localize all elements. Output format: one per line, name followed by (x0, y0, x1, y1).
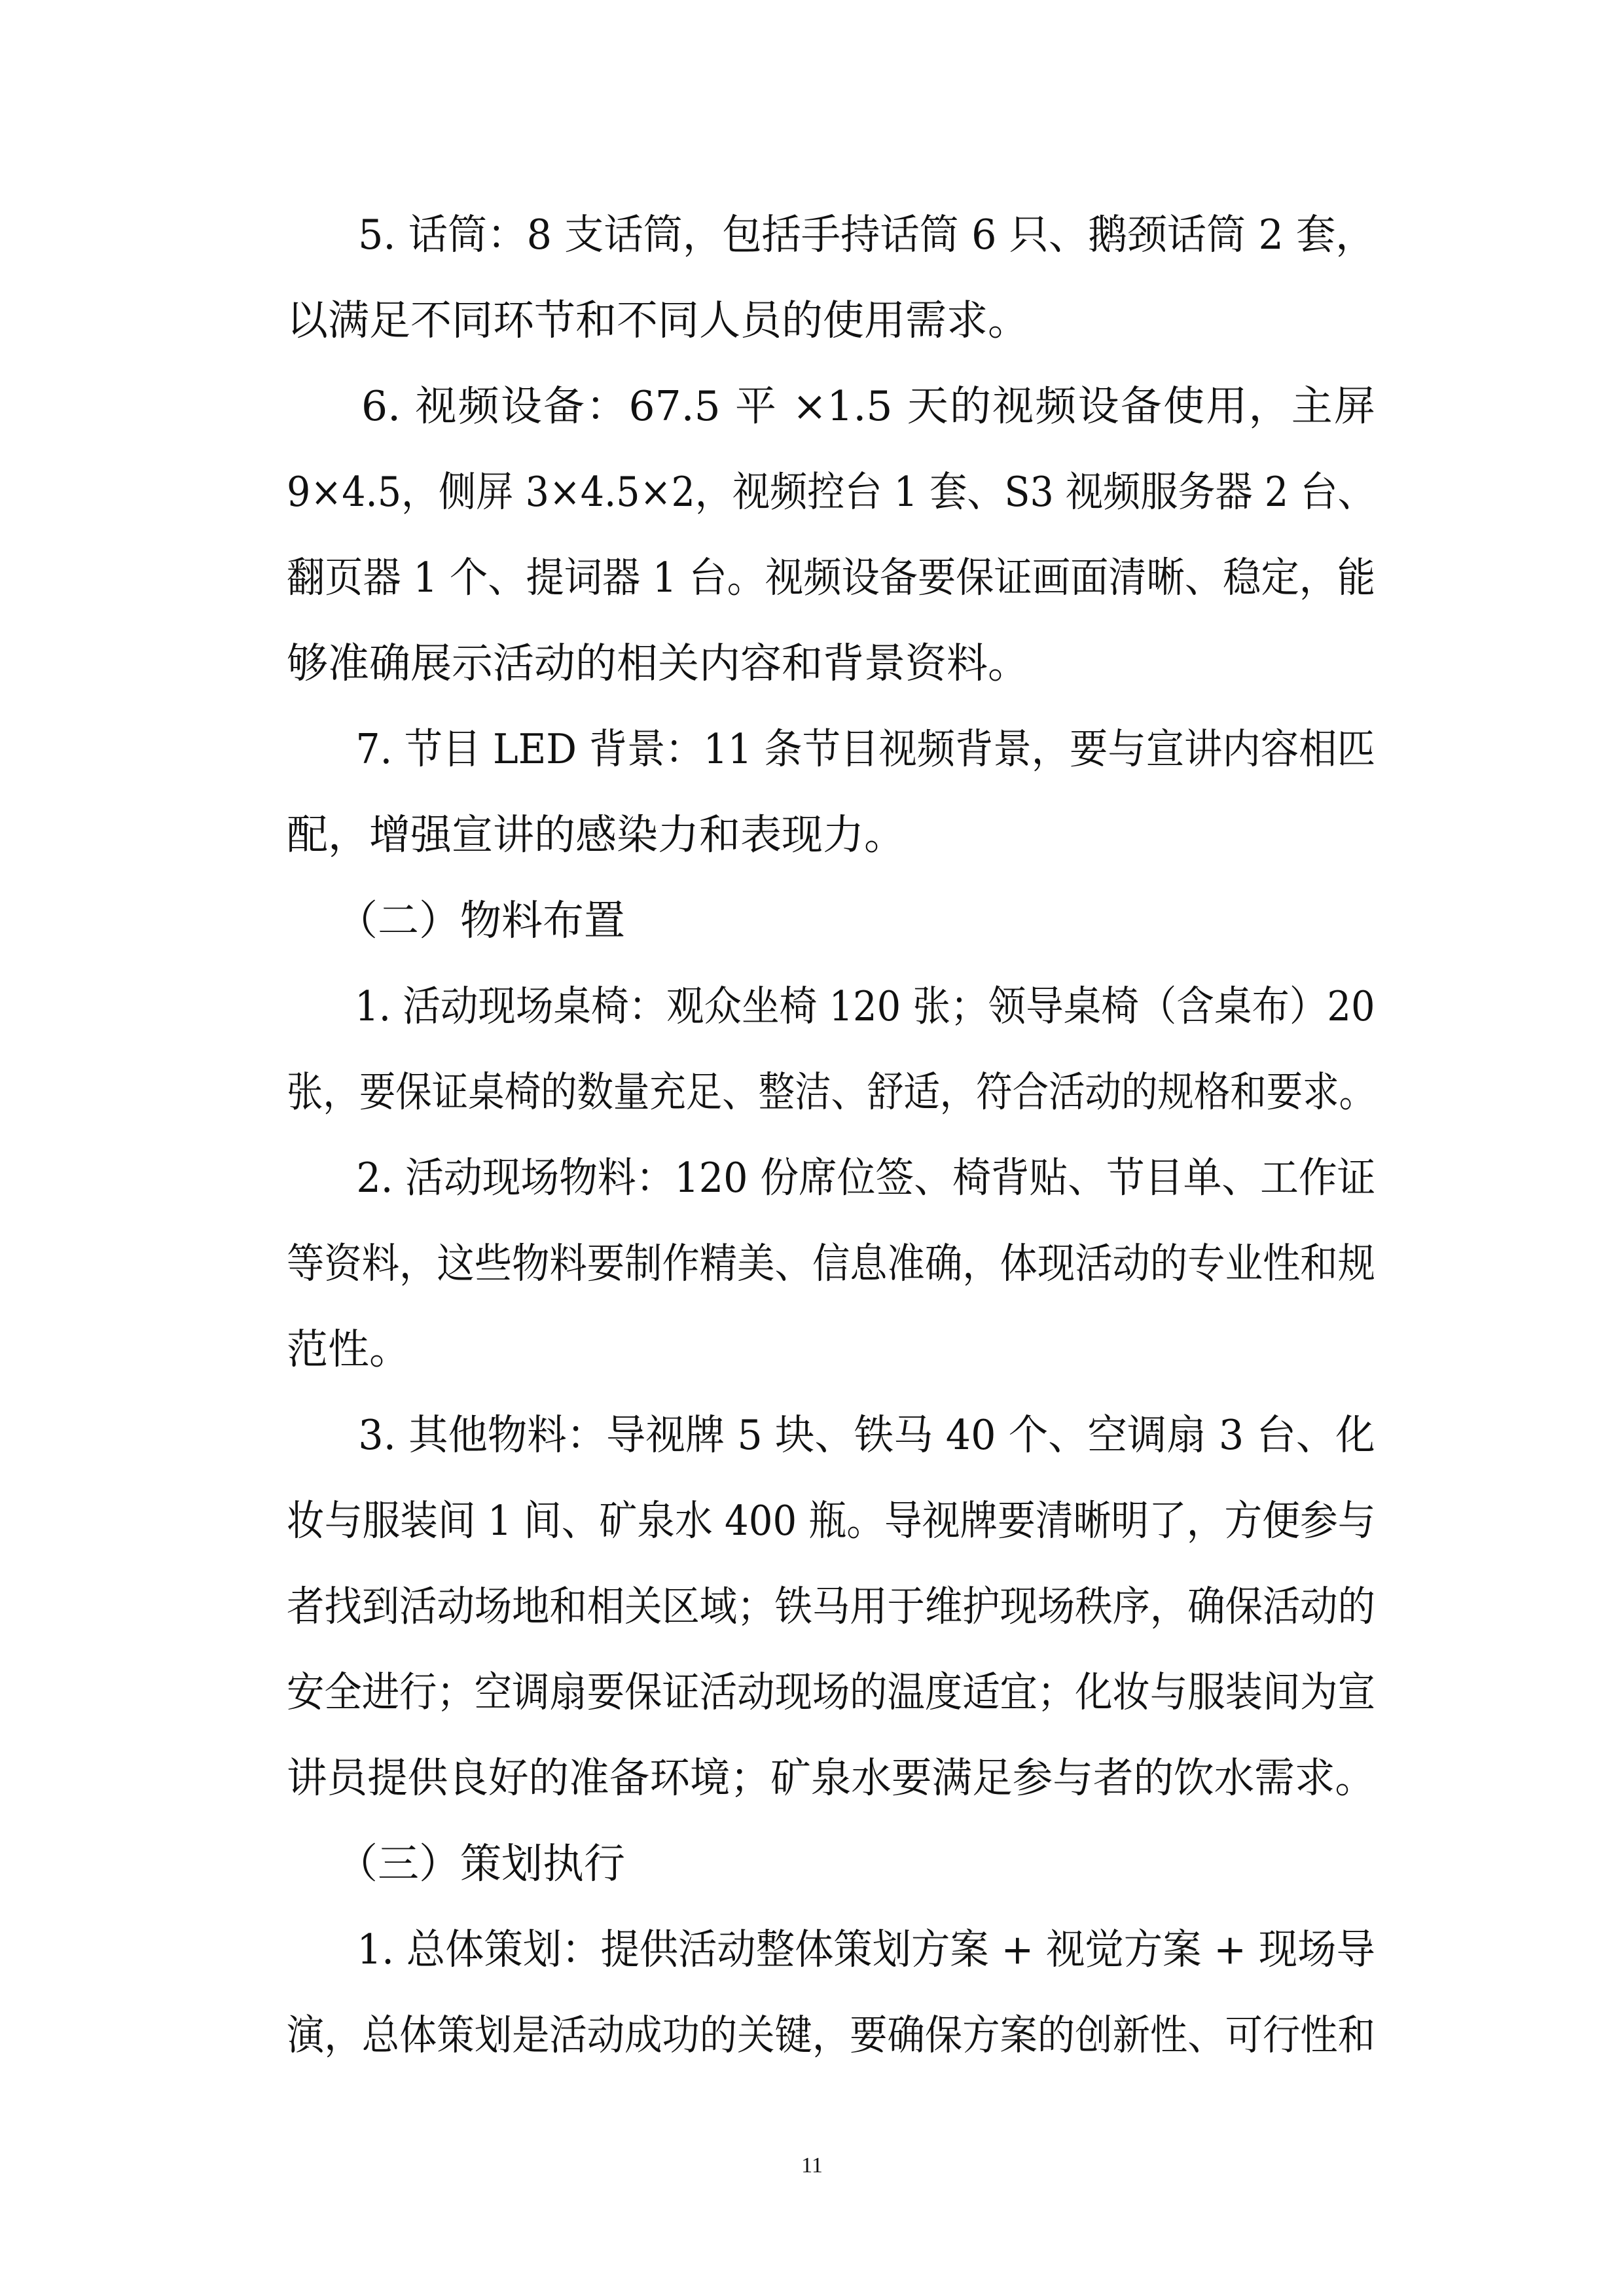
paragraph-line: 张，要保证桌椅的数量充足、整洁、舒适，符合活动的规格和要求。 (287, 1068, 1375, 1116)
paragraph-line: 者找到活动场地和相关区域；铁马用于维护现场秩序，确保活动的 (287, 1583, 1375, 1630)
paragraph-line: 5. 话筒：8 支话筒，包括手持话筒 6 只、鹅颈话筒 2 套， (358, 211, 1375, 259)
paragraph-line: 安全进行；空调扇要保证活动现场的温度适宜；化妆与服装间为宣 (287, 1668, 1375, 1716)
paragraph-line: 以满足不同环节和不同人员的使用需求。 (287, 296, 1029, 344)
paragraph-line: 9×4.5，侧屏 3×4.5×2，视频控台 1 套、S3 视频服务器 2 台、 (287, 468, 1375, 516)
paragraph-line: 等资料，这些物料要制作精美、信息准确，体现活动的专业性和规 (287, 1240, 1375, 1287)
paragraph-line: 讲员提供良好的准备环境；矿泉水要满足参与者的饮水需求。 (287, 1754, 1375, 1802)
paragraph-line: 配，增强宣讲的感染力和表现力。 (287, 811, 905, 859)
paragraph-line: 演，总体策划是活动成功的关键，要确保方案的创新性、可行性和 (287, 2011, 1375, 2059)
paragraph-line: 1. 活动现场桌椅：观众坐椅 120 张；领导桌椅（含桌布）20 (355, 982, 1375, 1030)
document-body (287, 192, 1375, 2078)
paragraph-line: 7. 节目 LED 背景：11 条节目视频背景，要与宣讲内容相匹 (355, 725, 1375, 773)
paragraph-line: 妆与服装间 1 间、矿泉水 400 瓶。导视牌要清晰明了，方便参与 (287, 1497, 1376, 1545)
paragraph-line: 范性。 (287, 1325, 410, 1373)
section-heading: （二）物料布置 (336, 897, 625, 944)
paragraph-line: 够准确展示活动的相关内容和背景资料。 (287, 639, 1029, 687)
page-number: 11 (801, 2153, 823, 2178)
paragraph-line: 2. 活动现场物料：120 份席位签、椅背贴、节目单、工作证 (356, 1154, 1376, 1202)
paragraph-line: 翻页器 1 个、提词器 1 台。视频设备要保证画面清晰、稳定，能 (287, 554, 1376, 601)
paragraph-line: 1. 总体策划：提供活动整体策划方案 + 视觉方案 + 现场导 (357, 1926, 1375, 1973)
section-heading: （三）策划执行 (336, 1840, 625, 1888)
paragraph-line: 6. 视频设备：67.5 平 ×1.5 天的视频设备使用，主屏 (361, 382, 1375, 430)
paragraph-line: 3. 其他物料：导视牌 5 块、铁马 40 个、空调扇 3 台、化 (358, 1411, 1375, 1459)
